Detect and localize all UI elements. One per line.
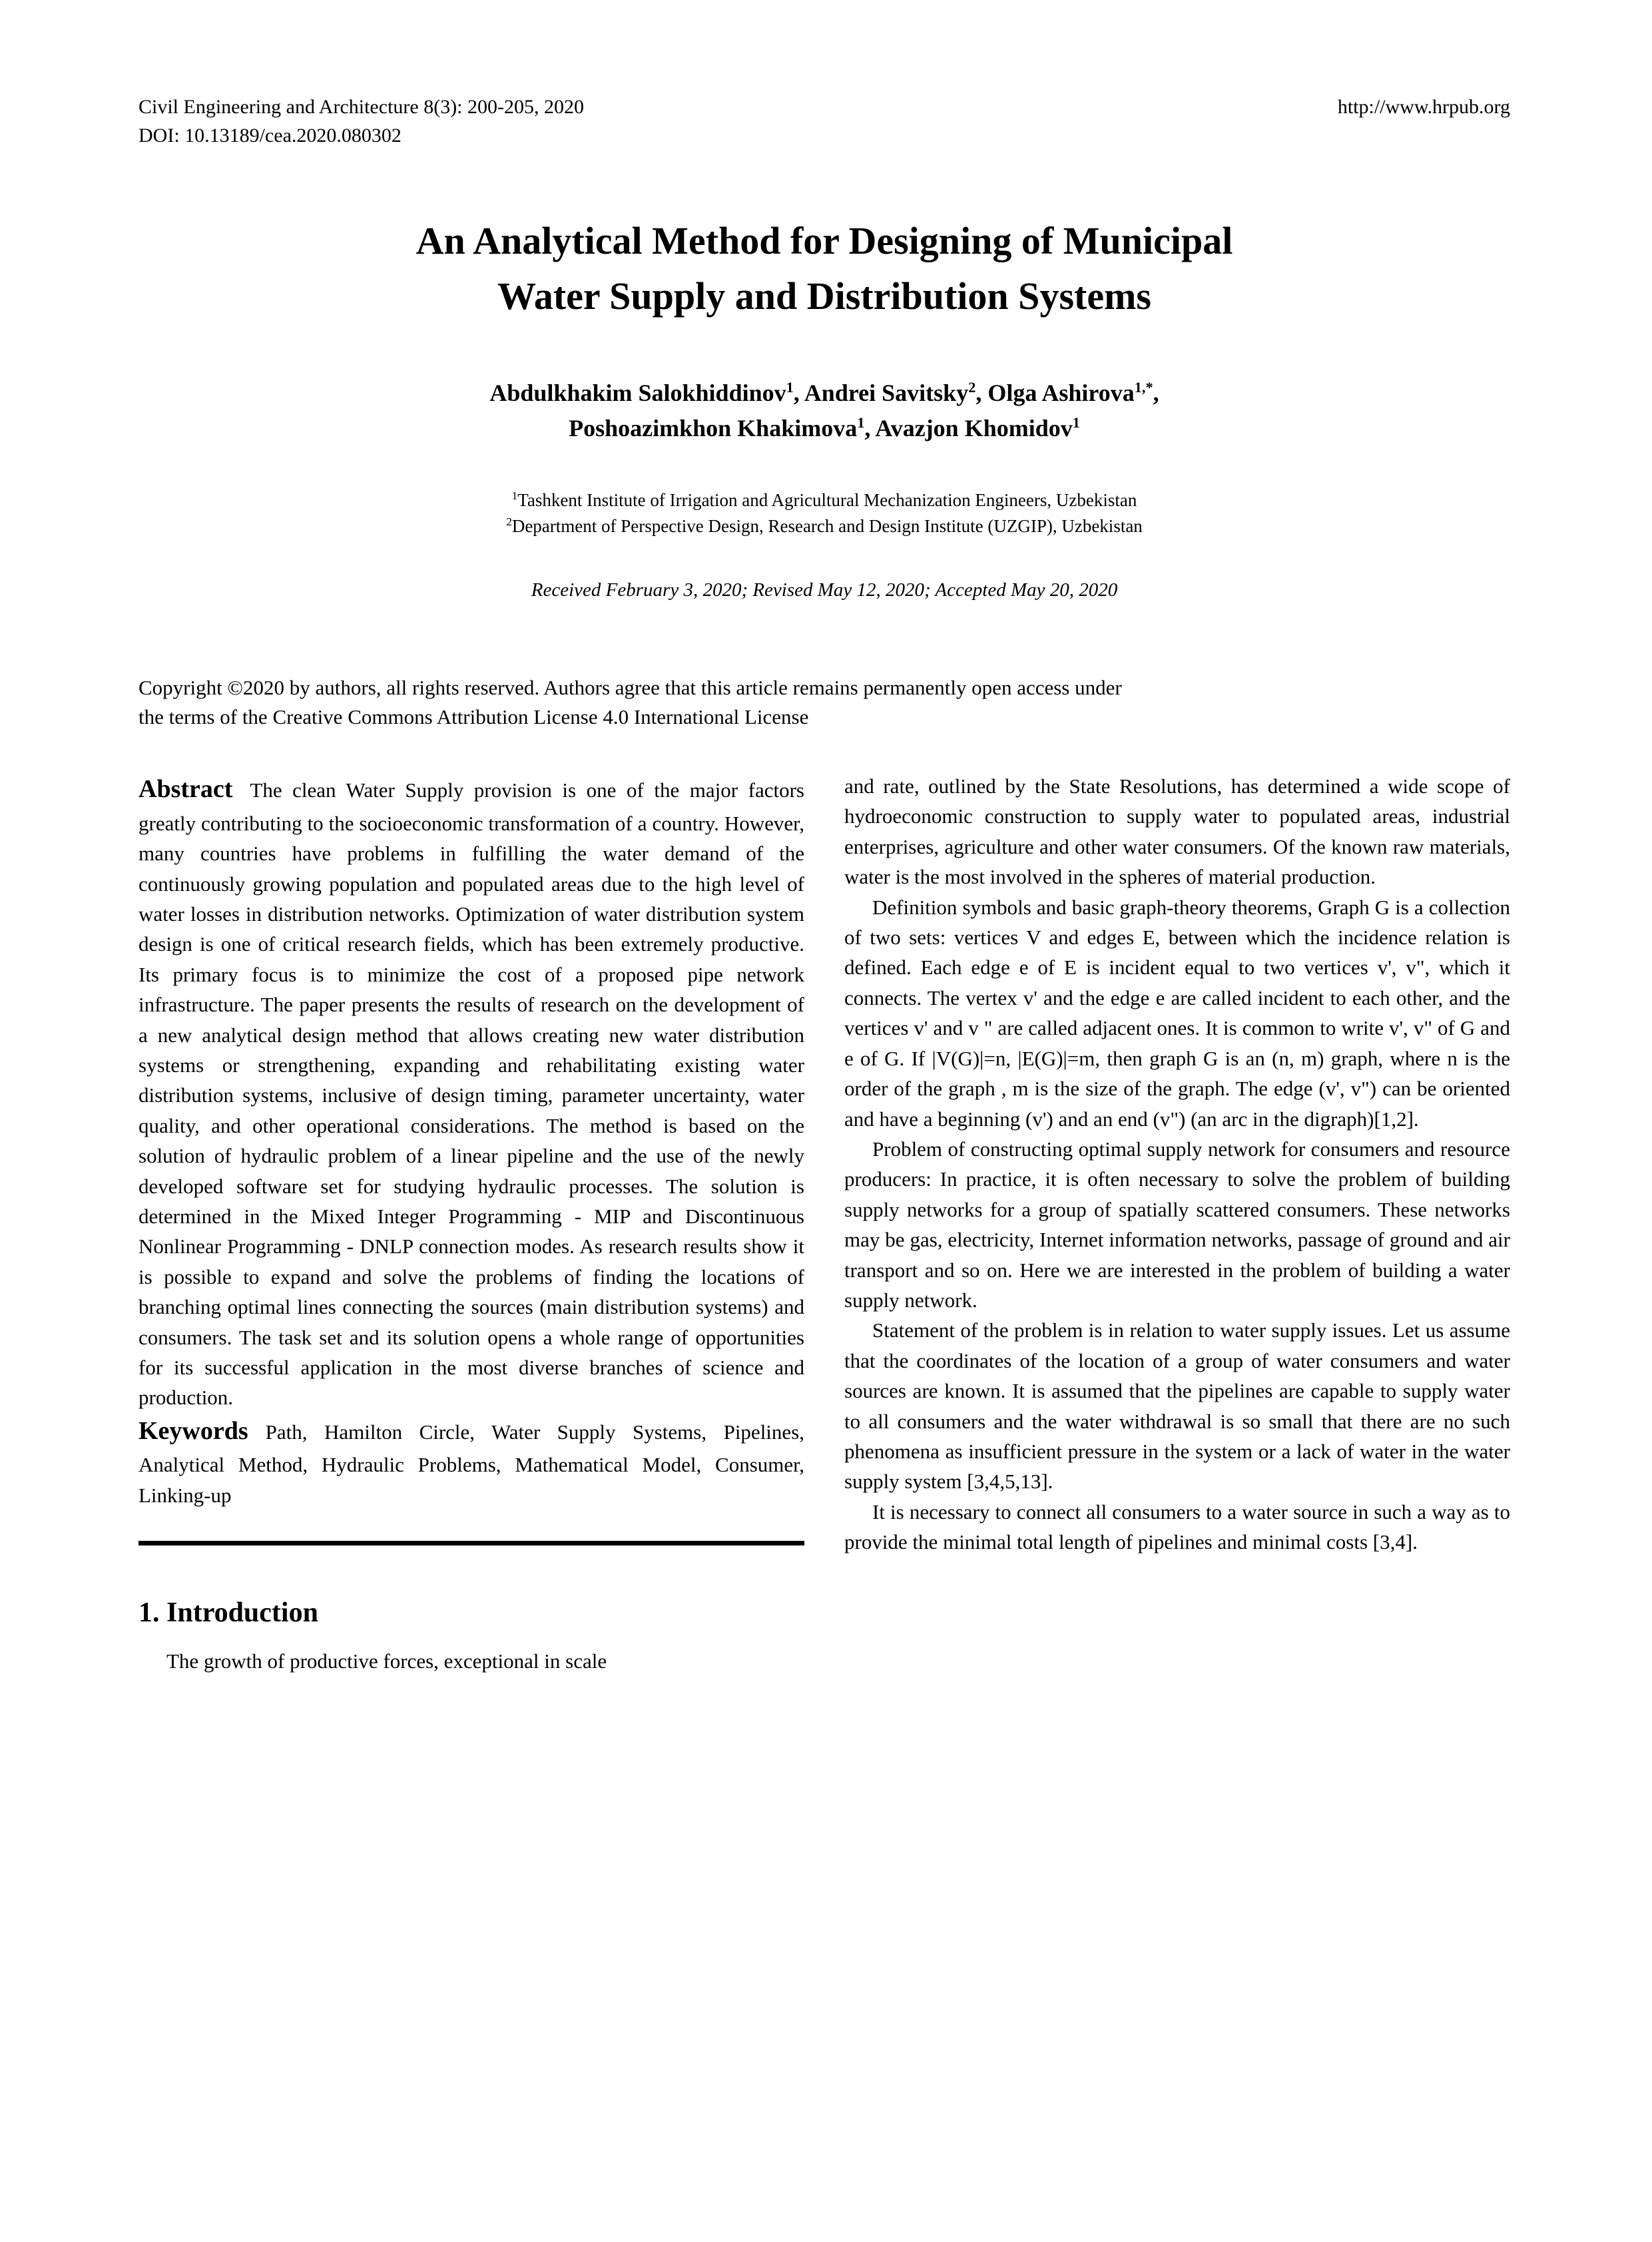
- right-paragraph-4: Statement of the problem is in relation to water supply issues. Let us assume that the coordinates of the location of a group of water consumers and water sources are known. It is assumed that the pipelines are capable to supply water to all consumers and the water withdrawal is so small that there are no such phenomena as insufficient pressure in the system or a lack of water in the water supply system [3,4,5,13].: [844, 1318, 1510, 1494]
- author-name-4: Poshoazimkhon Khakimova: [569, 415, 858, 442]
- abstract-text: The clean Water Supply provision is one of the major factors greatly contributing to the socioeconomic transformation of a country. However, many countries have problems in fulfilling the water demand of the continuously growing population and populated areas due to the high level of water losses in distribution networks. Optimization of water distribution system design is one of critical research fields, which has been extremely productive. Its primary focus is to minimize the cost of a proposed pipe network infrastructure. The paper presents the results of research on the development of a new analytical design method that allows creating new water distribution systems or strengthening, expanding and rehabilitating existing water distribution systems, inclusive of design timing, parameter uncertainty, water quality, and other operational considerations. The method is based on the solution of hydraulic problem of a linear pipeline and the use of the newly developed software set for studying hydraulic processes. The solution is determined in the Mixed Integer Programming - MIP and Discontinuous Nonlinear Programming - DNLP connection modes. As research results show it is possible to expand and solve the problems of finding the locations of branching optimal lines connecting the sources (main distribution systems) and consumers. The task set and its solution opens a whole range of opportunities for its successful application in the most diverse branches of science and production.: [138, 778, 804, 1410]
- right-paragraph-3: Problem of constructing optimal supply network for consumers and resource producers: In practice, it is often necessary to solve the problem of building supply networks for a group of spatially scattered consumers. These networks may be gas, electricity, Internet information networks, passage of ground and air transport and so on. Here we are interested in the problem of building a water supply network.: [844, 1137, 1510, 1312]
- page-title: [258, 214, 1390, 324]
- author-affil-marker-2: 2: [968, 378, 976, 396]
- affiliations: [138, 487, 1510, 539]
- abstract-label: Abstract: [138, 775, 233, 804]
- affiliation-1: [138, 487, 1510, 513]
- affiliation-2: [138, 513, 1510, 539]
- abstract-paragraph: [138, 771, 804, 1413]
- right-paragraph-1: and rate, outlined by the State Resolutions, has determined a wide scope of hydroeconomic construction to supply water to populated areas, industrial enterprises, agriculture and other water consumers. Of the known raw materials, water is the most involved in the spheres of material production.: [844, 774, 1510, 889]
- left-column: [138, 771, 804, 1676]
- section-divider: [138, 1541, 804, 1545]
- running-head-right: [1338, 93, 1510, 122]
- introduction-paragraph-1: The growth of productive forces, exceptional in scale: [166, 1649, 607, 1673]
- author-line-2: [138, 411, 1510, 446]
- right-paragraph-5: It is necessary to connect all consumers to a water source in such a way as to provide the minimal total length of pipelines and minimal costs [3,4].: [844, 1500, 1510, 1554]
- copyright-line-2: the terms of the Creative Commons Attribution License 4.0 International License: [138, 705, 809, 729]
- running-head-left: [138, 93, 584, 150]
- running-head: [138, 93, 1510, 150]
- keywords-paragraph: [138, 1413, 804, 1510]
- keywords-text: Path, Hamilton Circle, Water Supply Systems, Pipelines, Analytical Method, Hydraulic Problems, Mathematical Model, Consumer, Linking-up: [138, 1420, 804, 1507]
- affiliation-1-text: Tashkent Institute of Irrigation and Agricultural Mechanization Engineers, Uzbekistan: [517, 490, 1137, 511]
- journal-citation: Civil Engineering and Architecture 8(3): 200-205, 2020: [138, 96, 585, 118]
- author-line-1-tail: ,: [1153, 379, 1159, 406]
- copyright-line-1: Copyright ©2020 by authors, all rights reserved. Authors agree that this article remains permanently open access under: [138, 675, 1122, 699]
- author-affil-marker-4: 1: [857, 414, 865, 431]
- body-columns: [138, 771, 1510, 1676]
- right-paragraph-2: Definition symbols and basic graph-theory theorems, Graph G is a collection of two sets: vertices V and edges E, between which the incidence relation is defined. Each edge e of E is incident equal to two vertices v', v", which it connects. The vertex v' and the edge e are called incident to each other, and the vertices v' and v " are called adjacent ones. It is common to write v', v" of G and e of G. If |V(G)|=n, |E(G)|=m, then graph G is an (n, m) graph, where n is the order of the graph , m is the size of the graph. The edge (v', v") can be oriented and have a beginning (v') and an end (v") (an arc in the digraph)[1,2].: [844, 895, 1510, 1131]
- doi-line: DOI: 10.13189/cea.2020.080302: [138, 124, 402, 146]
- title-line-2: Water Supply and Distribution Systems: [497, 274, 1151, 318]
- publisher-url[interactable]: http://www.hrpub.org: [1337, 96, 1510, 118]
- affiliation-marker-1: 1: [511, 489, 518, 503]
- copyright-notice: [138, 673, 1510, 732]
- author-name-2: , Andrei Savitsky: [793, 379, 969, 406]
- affiliation-2-text: Department of Perspective Design, Research and Design Institute (UZGIP), Uzbekistan: [511, 516, 1143, 537]
- author-affil-marker-5: 1: [1072, 414, 1080, 431]
- affiliation-marker-2: 2: [506, 515, 512, 529]
- author-affil-marker-3: 1,*: [1134, 378, 1153, 396]
- author-affil-marker-1: 1: [786, 378, 794, 396]
- author-line-1: [138, 376, 1510, 411]
- author-list: [138, 376, 1510, 447]
- keywords-label: Keywords: [138, 1416, 248, 1445]
- author-name-3: , Olga Ashirova: [975, 379, 1135, 406]
- author-name-5: , Avazjon Khomidov: [864, 415, 1073, 442]
- title-block: [138, 214, 1510, 324]
- received-dates: Received February 3, 2020; Revised May 12, 2020; Accepted May 20, 2020: [531, 579, 1118, 601]
- introduction-heading: 1. Introduction: [138, 1597, 318, 1629]
- author-name-1: Abdulkhakim Salokhiddinov: [489, 379, 786, 406]
- title-line-1: An Analytical Method for Designing of Municipal: [415, 219, 1233, 263]
- page-content: [138, 93, 1510, 1676]
- right-column: [844, 771, 1510, 1557]
